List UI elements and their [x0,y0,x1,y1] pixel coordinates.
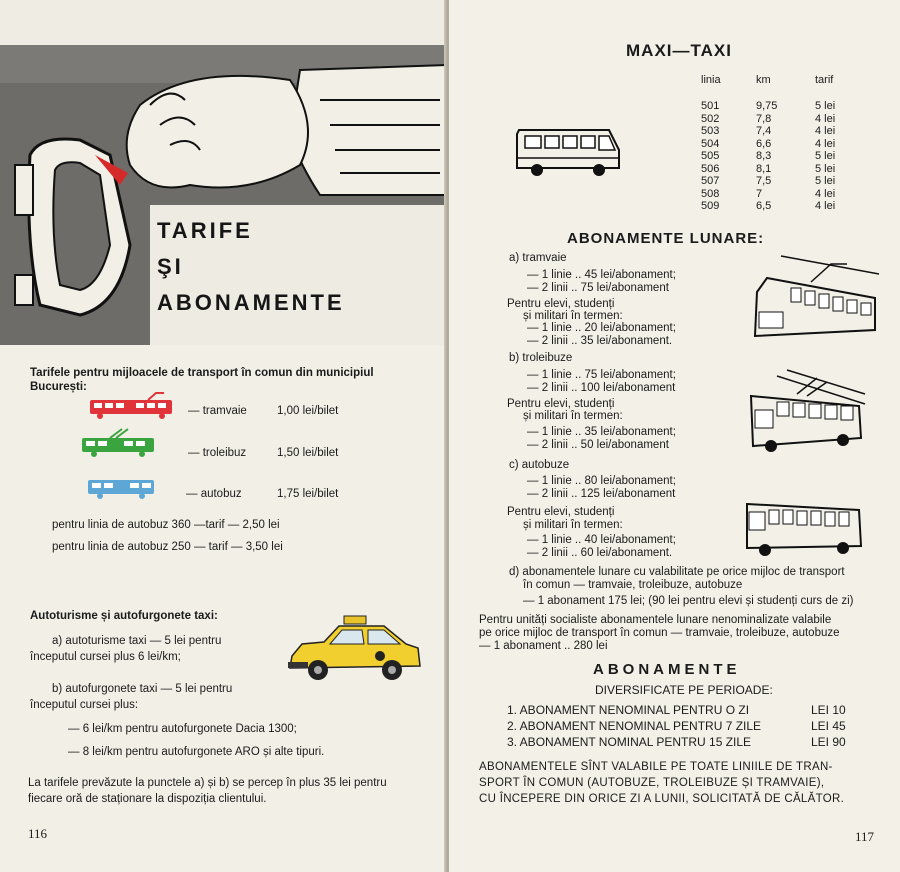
fare-label-tram: — tramvaie [188,405,247,417]
bus-sub-2: — 2 linii .. 125 lei/abonament [527,488,676,500]
combined-line-2: în comun — tramvaie, troleibuze, autobuze [523,579,743,591]
bus-students-2: și militari în termen: [523,519,623,531]
right-page [449,0,900,872]
maxi-fare-cell: 5 lei [815,100,836,113]
bus-students-1: Pentru elevi, studenți [507,506,615,518]
page-number-left: 116 [28,826,48,841]
maxi-taxi-table [701,100,855,213]
maxi-taxi-row [701,150,855,163]
maxi-fare-cell: 4 lei [815,200,836,213]
period-row-2-label: 2. ABONAMENT NENOMINAL PENTRU 7 ZILE [507,719,762,733]
maxi-km-cell: 9,75 [756,100,778,113]
bus-heading: c) autobuze [509,459,570,471]
maxi-fare-cell: 4 lei [815,187,836,200]
maxi-header-fare: tarif [815,74,834,86]
maxi-header-line: linia [701,74,721,86]
tram-icon [88,392,176,420]
maxi-line-cell: 507 [701,175,720,188]
trolleybus-sub-2: — 2 linii .. 100 lei/abonament [527,382,676,394]
tram-sub-4: — 2 linii .. 35 lei/abonament. [527,335,673,347]
validity-line-2: SPORT ÎN COMUN (AUTOBUZE, TROLEIBUZE ȘI TRAMVAIE), [479,777,825,789]
fare-price-trolleybus: 1,50 lei/bilet [277,447,339,459]
maxi-km-cell: 6,6 [756,137,772,150]
maxi-taxi-row [701,100,855,113]
tram-heading: a) tramvaie [509,252,567,264]
socialist-units-line-2: pe orice mijloc de transport în comun — tramvaie, troleibuze, autobuze [479,627,840,639]
maxi-fare-cell: 4 lei [815,112,836,125]
tram-sub-3: — 1 linie .. 20 lei/abonament; [527,322,676,334]
note-line-1: La tarifele prevăzute la punctele a) și b) se percep în plus 35 lei pentru [28,777,387,789]
taxi-b-line-1: b) autofurgonete taxi — 5 lei pentru [52,683,233,695]
maxi-fare-cell: 5 lei [815,175,836,188]
trolleybus-students-1: Pentru elevi, studenți [507,398,615,410]
maxi-km-cell: 8,3 [756,150,772,163]
taxi-b-line-2: începutul cursei plus: [30,699,139,711]
trolleybus-students-2: și militari în termen: [523,410,623,422]
fare-label-bus: — autobuz [186,488,242,500]
trolleybus-drawing [747,366,867,456]
taxi-car-icon [284,614,424,686]
fares-intro: Tarifele pentru mijloacele de transport în comun din municipiul București: [30,367,374,393]
trolleybus-sub-4: — 2 linii .. 50 lei/abonament [527,439,669,451]
diversified-title: ABONAMENTE [593,661,741,678]
trolleybus-heading: b) troleibuze [509,352,573,364]
maxi-taxi-row [701,113,855,126]
minibus-icon [513,120,625,180]
tram-students-1: Pentru elevi, studenți [507,298,615,310]
bus-line-360: pentru linia de autobuz 360 —tarif — 2,50 lei [52,519,280,531]
tram-sub-2: — 2 linii .. 75 lei/abonament [527,282,669,294]
maxi-line-cell: 504 [701,137,720,150]
maxi-taxi-row [701,163,855,176]
tram-drawing [751,252,881,344]
maxi-fare-cell: 5 lei [815,150,836,163]
maxi-line-cell: 506 [701,162,720,175]
maxi-taxi-row [701,125,855,138]
period-row-1-price: LEI 10 [811,703,846,717]
maxi-fare-cell: 4 lei [815,125,836,138]
socialist-units-line-3: — 1 abonament .. 280 lei [479,640,608,652]
taxi-b-line-4: — 8 lei/km pentru autofurgonete ARO și alte tipuri. [68,746,325,758]
maxi-km-cell: 7,5 [756,175,772,188]
fare-price-bus: 1,75 lei/bilet [277,488,339,500]
tram-students-2: și militari în termen: [523,310,623,322]
trolleybus-icon [80,428,158,458]
maxi-line-cell: 503 [701,125,720,138]
trolleybus-sub-3: — 1 linie .. 35 lei/abonament; [527,426,676,438]
period-row-3-price: LEI 90 [811,735,846,749]
bus-icon [86,476,158,500]
maxi-taxi-title: MAXI—TAXI [626,41,732,60]
hero-top-margin [0,0,447,45]
taxi-a-line-1: a) autoturisme taxi — 5 lei pentru [52,635,222,647]
maxi-line-cell: 502 [701,112,720,125]
maxi-km-cell: 8,1 [756,162,772,175]
maxi-km-cell: 7,8 [756,112,772,125]
bus-sub-1: — 1 linie .. 80 lei/abonament; [527,475,676,487]
maxi-fare-cell: 5 lei [815,162,836,175]
fare-price-tram: 1,00 lei/bilet [277,405,339,417]
taxi-b-line-3: — 6 lei/km pentru autofurgonete Dacia 1300; [68,723,297,735]
maxi-line-cell: 505 [701,150,720,163]
diversified-subtitle: DIVERSIFICATE PE PERIOADE: [595,683,773,697]
maxi-km-cell: 7,4 [756,125,772,138]
validity-line-3: CU ÎNCEPERE DIN ORICE ZI A LUNII, SOLICITATĂ DE CĂLĂTOR. [479,793,845,805]
maxi-line-cell: 501 [701,100,720,113]
socialist-units-line-1: Pentru unități socialiste abonamentele lunare nenominalizate valabile [479,614,832,626]
maxi-fare-cell: 4 lei [815,137,836,150]
maxi-line-cell: 509 [701,200,720,213]
trolleybus-sub-1: — 1 linie .. 75 lei/abonament; [527,369,676,381]
maxi-km-cell: 6,5 [756,200,772,213]
validity-line-1: ABONAMENTELE SÎNT VALABILE PE TOATE LINIILE DE TRAN- [479,761,833,773]
bus-sub-4: — 2 linii .. 60 lei/abonament. [527,547,673,559]
maxi-taxi-row [701,188,855,201]
bus-sub-3: — 1 linie .. 40 lei/abonament; [527,534,676,546]
taxi-heading: Autoturisme și autofurgonete taxi: [30,610,218,622]
title-line-3: ABONAMENTE [157,290,345,315]
page-number-right: 117 [855,829,875,844]
maxi-km-cell: 7 [756,187,763,200]
period-row-1-label: 1. ABONAMENT NENOMINAL PENTRU O ZI [507,703,750,717]
bus-drawing [743,496,867,558]
combined-line-3: — 1 abonament 175 lei; (90 lei pentru elevi și studenți curs de zi) [523,595,854,607]
note-line-2: fiecare oră de staționare la dispoziția clientului. [28,793,267,805]
title-line-2: ŞI [157,254,184,279]
bus-line-250: pentru linia de autobuz 250 — tarif — 3,50 lei [52,541,283,553]
monthly-subscriptions-title: ABONAMENTE LUNARE: [567,230,765,247]
tram-sub-1: — 1 linie .. 45 lei/abonament; [527,269,676,281]
taxi-a-line-2: începutul cursei plus 6 lei/km; [30,651,181,663]
title-line-1: TARIFE [157,218,253,243]
maxi-taxi-row [701,138,855,151]
period-row-2-price: LEI 45 [811,719,846,733]
maxi-taxi-row [701,175,855,188]
period-row-3-label: 3. ABONAMENT NOMINAL PENTRU 15 ZILE [507,735,752,749]
left-page [0,0,447,872]
maxi-taxi-row [701,200,855,213]
fare-label-trolleybus: — troleibuz [188,447,247,459]
combined-line-1: d) abonamentele lunare cu valabilitate pe orice mijloc de transport [509,566,845,578]
maxi-line-cell: 508 [701,187,720,200]
maxi-header-km: km [756,74,771,86]
